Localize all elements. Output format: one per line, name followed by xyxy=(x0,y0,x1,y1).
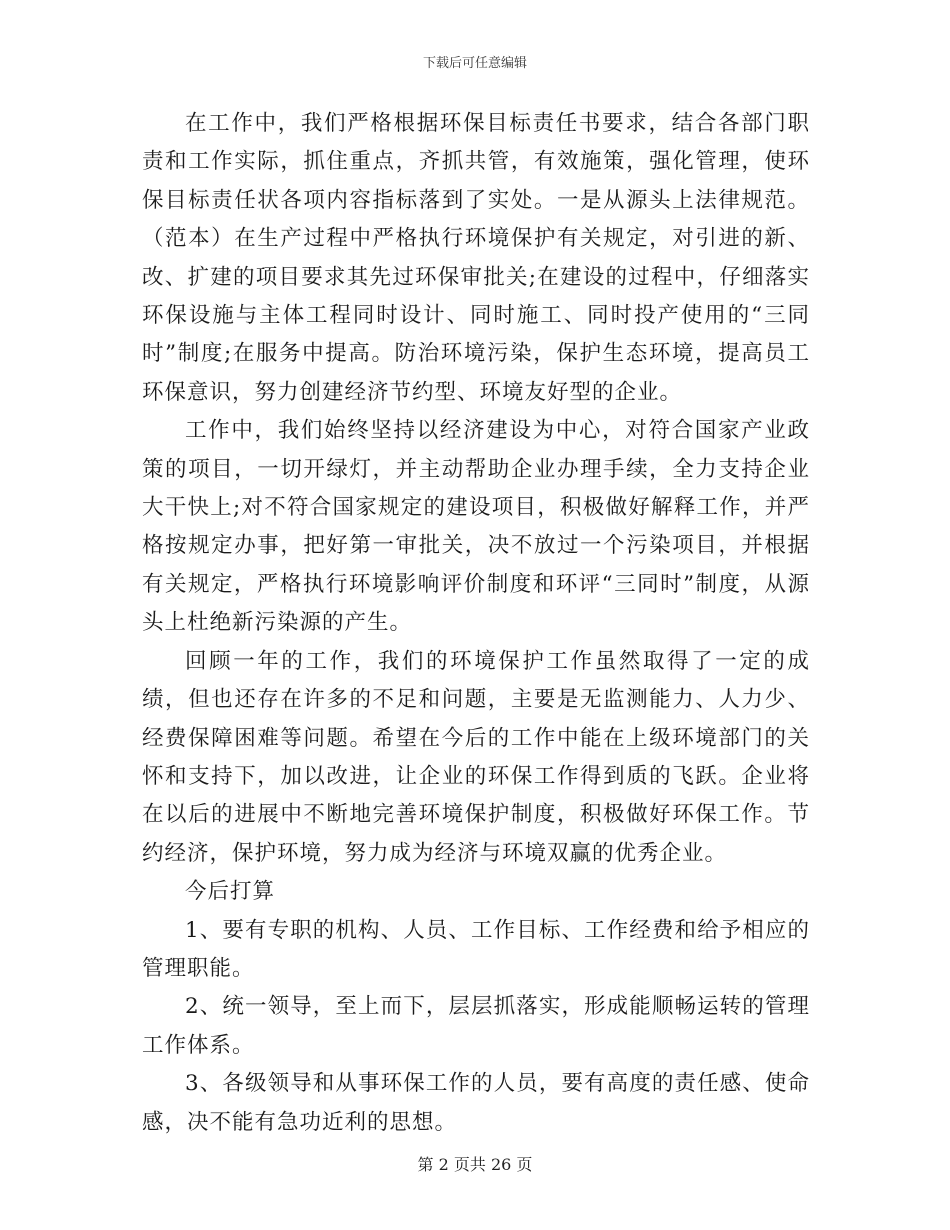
section-heading-future-plans: 今后打算 xyxy=(185,879,276,905)
paragraph-environmental-responsibility: 在工作中，我们严格根据环保目标责任书要求，结合各部门职责和工作实际，抓住重点，齐抓共管，有效施策，强化管理，使环保目标责任状各项内容指标落到了实处。一是从源头上法律规范。（范本）在生产过程中严格执行环境保护有关规定，对引进的新、改、扩建的项目要求其先过环保审批关;在建设的过程中，仔细落实环保设施与主体工程同时设计、同时施工、同时投产使用的“三同时”制度;在服务中提高。防治环境污染，保护生态环境，提高员工环保意识，努力创建经济节约型、环境友好型的企业。 xyxy=(142,111,810,405)
list-item-1: 1、要有专职的机构、人员、工作目标、工作经费和给予相应的管理职能。 xyxy=(142,917,810,981)
page-number-footer: 第 2 页共 26 页 xyxy=(417,1155,533,1174)
page-header: 下载后可任意编辑 xyxy=(422,56,527,71)
list-item-2: 2、统一领导，至上而下，层层抓落实，形成能顺畅运转的管理工作体系。 xyxy=(142,994,810,1058)
list-item-3: 3、各级领导和从事环保工作的人员，要有高度的责任感、使命感，决不能有急功近利的思想。 xyxy=(142,1071,810,1135)
paragraph-annual-review: 回顾一年的工作，我们的环境保护工作虽然取得了一定的成绩，但也还存在许多的不足和问题，主要是无监测能力、人力少、经费保障困难等问题。希望在今后的工作中能在上级环境部门的关怀和支持下，加以改进，让企业的环保工作得到质的飞跃。企业将在以后的进展中不断地完善环境保护制度，积极做好环保工作。节约经济，保护环境，努力成为经济与环境双赢的优秀企业。 xyxy=(142,648,810,866)
document-body xyxy=(142,105,810,1142)
paragraph-economic-construction: 工作中，我们始终坚持以经济建设为中心，对符合国家产业政策的项目，一切开绿灯，并主动帮助企业办理手续，全力支持企业大干快上;对不符合国家规定的建设项目，积极做好解释工作，并严格按规定办事，把好第一审批关，决不放过一个污染项目，并根据有关规定，严格执行环境影响评价制度和环评“三同时”制度，从源头上杜绝新污染源的产生。 xyxy=(142,418,810,636)
